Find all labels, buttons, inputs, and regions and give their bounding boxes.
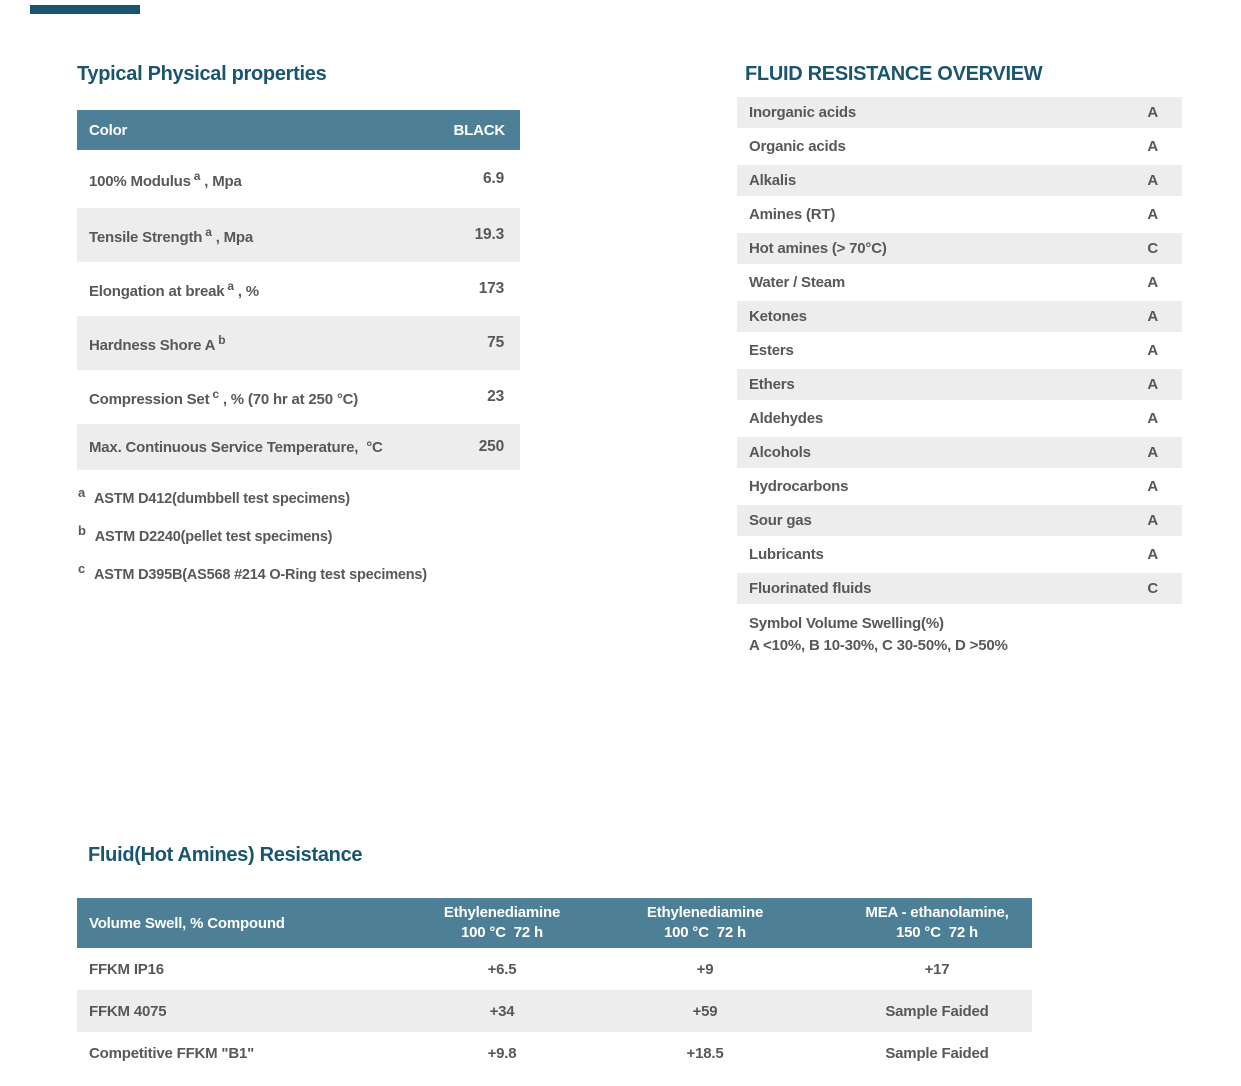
hot-amines-header-row <box>77 898 1032 948</box>
table-row <box>737 233 1182 264</box>
table-row <box>77 370 520 424</box>
fluid-rating: A <box>1147 274 1158 291</box>
footnote-marker: b <box>218 332 226 347</box>
fluid-rating: C <box>1147 240 1158 257</box>
property-label: Max. Continuous Service Temperature, °C <box>89 438 383 456</box>
swell-value: +9.8 <box>487 1044 517 1062</box>
column-header: MEA - ethanolamine, 150 °C 72 h <box>865 904 1009 941</box>
footnote-marker: a <box>205 224 212 239</box>
table-row <box>737 505 1182 536</box>
rating-legend <box>749 613 1182 657</box>
table-row <box>737 165 1182 196</box>
property-label: Tensile Strength $^a$ , Mpa <box>89 224 254 246</box>
fluid-rating: A <box>1147 546 1158 563</box>
property-value: 173 <box>478 280 504 297</box>
footnote <box>77 480 520 518</box>
table-row <box>737 97 1182 128</box>
fluid-label: Esters <box>749 342 794 359</box>
footnote-marker: a <box>78 484 86 500</box>
fluid-rating: A <box>1147 342 1158 359</box>
footnote-text: ASTM D395B(AS568 #214 O-Ring test specimens) <box>94 567 427 583</box>
table-row <box>737 267 1182 298</box>
footnote <box>77 556 520 594</box>
fluid-rating: A <box>1147 512 1158 529</box>
swell-value: Sample Faided <box>885 1044 989 1062</box>
fluid-rating: A <box>1147 206 1158 223</box>
table-row <box>737 539 1182 570</box>
fluid-rating: A <box>1147 308 1158 325</box>
footnotes <box>77 480 520 594</box>
table-row <box>737 471 1182 502</box>
compound-name: Competitive FFKM "B1" <box>89 1044 255 1062</box>
fluid-label: Organic acids <box>749 138 846 155</box>
fluid-rating: A <box>1147 410 1158 427</box>
physical-properties-title: Typical Physical properties <box>77 63 327 85</box>
hot-amines-section <box>77 843 1032 1074</box>
swell-value: +18.5 <box>686 1044 724 1062</box>
property-label: Compression Set $^c$ , % (70 hr at 250 °C) <box>89 386 359 408</box>
footnote-text: ASTM D412(dumbbell test specimens) <box>94 491 350 507</box>
fluid-label: Sour gas <box>749 512 812 529</box>
footnote-marker: c <box>78 560 86 576</box>
property-value: 23 <box>487 388 504 405</box>
fluid-label: Ethers <box>749 376 795 393</box>
fluid-label: Inorganic acids <box>749 104 857 121</box>
physical-properties-header-row <box>77 110 520 150</box>
compound-name: FFKM IP16 <box>89 960 164 978</box>
fluid-resistance-title: FLUID RESISTANCE OVERVIEW <box>745 63 1043 85</box>
table-row <box>77 150 520 208</box>
fluid-label: Alcohols <box>749 444 811 461</box>
fluid-label: Hydrocarbons <box>749 478 849 495</box>
page-accent-bar <box>30 5 140 14</box>
property-value: 250 <box>478 438 504 455</box>
table-row <box>737 437 1182 468</box>
fluid-rating: A <box>1147 478 1158 495</box>
footnote-marker: a <box>227 278 234 293</box>
swell-value: +34 <box>489 1002 515 1020</box>
color-header-value: BLACK <box>453 121 505 139</box>
fluid-label: Alkalis <box>749 172 796 189</box>
table-row <box>77 1032 1032 1074</box>
fluid-rating: C <box>1147 580 1158 597</box>
column-header: Volume Swell, % Compound <box>89 914 285 932</box>
fluid-rating: A <box>1147 138 1158 155</box>
fluid-label: Water / Steam <box>749 274 846 291</box>
table-row <box>77 948 1032 990</box>
fluid-label: Hot amines (> 70°C) <box>749 240 887 257</box>
swell-value: +59 <box>692 1002 718 1020</box>
footnote-text: ASTM D2240(pellet test specimens) <box>94 529 333 545</box>
table-row <box>77 208 520 262</box>
footnote-marker: b <box>78 522 86 538</box>
fluid-rating: A <box>1147 172 1158 189</box>
property-label: Hardness Shore A $^b$ <box>89 332 226 354</box>
hot-amines-title: Fluid(Hot Amines) Resistance <box>88 844 363 866</box>
property-value: 75 <box>487 334 504 351</box>
fluid-rating: A <box>1147 444 1158 461</box>
table-row <box>77 316 520 370</box>
table-row <box>77 424 520 470</box>
compound-name: FFKM 4075 <box>89 1002 167 1020</box>
color-header-label: Color <box>89 121 128 139</box>
swell-value: +6.5 <box>487 960 517 978</box>
fluid-label: Amines (RT) <box>749 206 836 223</box>
swell-value: +9 <box>696 960 714 978</box>
table-row <box>737 369 1182 400</box>
fluid-label: Fluorinated fluids <box>749 580 872 597</box>
property-label: Elongation at break $^a$ , % <box>89 278 259 300</box>
column-header: Ethylenediamine 100 °C 72 h <box>443 904 561 941</box>
table-row <box>737 573 1182 604</box>
fluid-label: Ketones <box>749 308 807 325</box>
table-row <box>737 131 1182 162</box>
property-value: 6.9 <box>483 170 504 187</box>
footnote-marker: c <box>212 386 219 401</box>
rating-legend-line2: A <10%, B 10-30%, C 30-50%, D >50% <box>749 637 1008 654</box>
fluid-label: Aldehydes <box>749 410 824 427</box>
table-row <box>77 262 520 316</box>
physical-properties-section <box>77 62 520 594</box>
swell-value: +17 <box>924 960 950 978</box>
footnote-marker: a <box>193 168 201 183</box>
column-header: Ethylenediamine 100 °C 72 h <box>646 904 764 941</box>
table-row <box>737 199 1182 230</box>
fluid-resistance-section <box>737 62 1182 657</box>
table-row <box>737 301 1182 332</box>
swell-value: Sample Faided <box>885 1002 989 1020</box>
fluid-rating: A <box>1147 104 1158 121</box>
fluid-rating: A <box>1147 376 1158 393</box>
property-label: 100% Modulus $^a$ , Mpa <box>89 168 242 190</box>
table-row <box>737 403 1182 434</box>
fluid-label: Lubricants <box>749 546 824 563</box>
table-row <box>77 990 1032 1032</box>
rating-legend-line1: Symbol Volume Swelling(%) <box>749 615 944 632</box>
footnote <box>77 518 520 556</box>
table-row <box>737 335 1182 366</box>
property-value: 19.3 <box>474 226 504 243</box>
